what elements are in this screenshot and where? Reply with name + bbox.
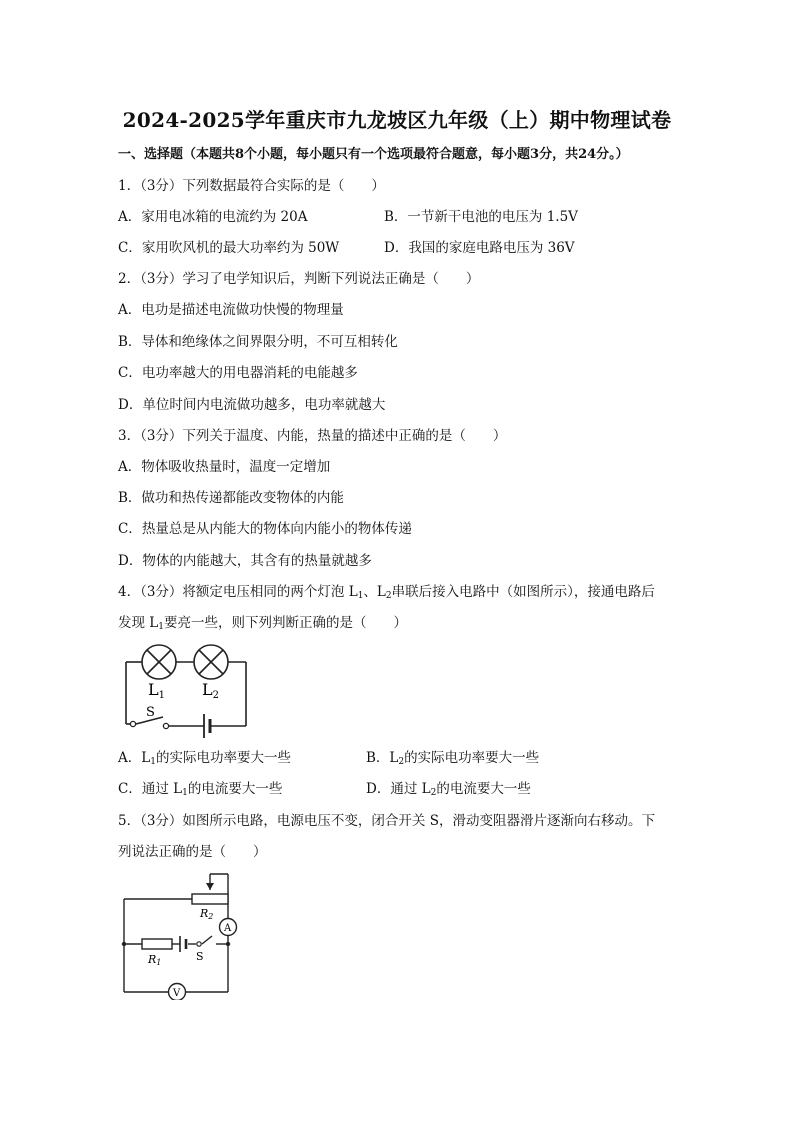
lamp-l1-label: L1 (148, 680, 165, 701)
lamp-l2-icon (194, 645, 228, 679)
lamp-l1-icon (142, 645, 176, 679)
question-4-option-b: B．$L_2$的实际电功率要大一些 (366, 750, 540, 767)
rheostat-circuit-diagram (116, 868, 246, 1000)
question-4-option-c: C．通过 $L_1$的电流要大一些 (118, 781, 283, 798)
question-4-stem-line-1: 4．（3分）将额定电压相同的两个灯泡 $L_1$、$L_2$串联后接入电路中（如图所示），接通电路后 (118, 584, 655, 601)
question-1-option-a: A．家用电冰箱的电流约为 20A (118, 209, 308, 225)
switch-label: S (146, 705, 155, 720)
switch-label: S (196, 950, 204, 963)
junction-right-icon (226, 942, 230, 946)
lamp-l2-label: L2 (202, 680, 219, 701)
question-4-option-d: D．通过 $L_2$的电流要大一些 (366, 781, 531, 798)
switch-contact-icon (163, 723, 168, 728)
question-4-stem-line-2: 发现 $L_1$要亮一些，则下列判断正确的是（ ） (118, 615, 407, 632)
question-3-option-c: C．热量总是从内能大的物体向内能小的物体传递 (118, 521, 412, 537)
switch-pivot-icon (197, 942, 201, 946)
question-2-option-d: D．单位时间内电流做功越多，电功率就越大 (118, 397, 386, 413)
series-circuit-diagram (118, 640, 258, 740)
question-2-stem: 2．（3分）学习了电学知识后，判断下列说法正确是（ ） (118, 271, 480, 287)
resistor-r1-label: R1 (148, 953, 162, 967)
question-2-option-a: A．电功是描述电流做功快慢的物理量 (118, 302, 344, 318)
page-title: 2024-2025学年重庆市九龙坡区九年级（上）期中物理试卷 (122, 108, 672, 132)
switch-pivot-icon (130, 721, 135, 726)
rheostat-r2-icon (192, 894, 228, 904)
question-5-stem-line-1: 5．（3分）如图所示电路，电源电压不变，闭合开关 S，滑动变阻器滑片逐渐向右移动。下 (118, 813, 655, 829)
question-1-option-c: C．家用吹风机的最大功率约为 50W (118, 240, 340, 256)
question-2-option-b: B．导体和绝缘体之间界限分明，不可互相转化 (118, 334, 398, 350)
ammeter-label: A (224, 923, 232, 934)
rheostat-r2-label: R2 (200, 907, 214, 921)
question-3-option-b: B．做功和热传递都能改变物体的内能 (118, 490, 344, 506)
resistor-r1-icon (142, 939, 172, 949)
section-heading: 一、选择题（本题共8个小题，每小题只有一个选项最符合题意，每小题3分，共24分。） (118, 147, 629, 162)
question-1-option-b: B．一节新干电池的电压为 1.5V (384, 209, 578, 225)
question-3-option-d: D．物体的内能越大，其含有的热量就越多 (118, 553, 372, 569)
question-1-stem: 1．（3分）下列数据最符合实际的是（ ） (118, 178, 385, 194)
slider-arrow-icon (206, 883, 214, 890)
question-2-option-c: C．电功率越大的用电器消耗的电能越多 (118, 365, 358, 381)
question-4-option-a: A．$L_1$的实际电功率要大一些 (118, 750, 291, 767)
question-5-stem-line-2: 列说法正确的是（ ） (118, 844, 267, 860)
voltmeter-label: V (173, 988, 181, 999)
question-3-option-a: A．物体吸收热量时，温度一定增加 (118, 459, 331, 475)
junction-left-icon (122, 942, 126, 946)
question-1-option-d: D．我国的家庭电路电压为 36V (384, 240, 575, 256)
question-3-stem: 3．（3分）下列关于温度、内能，热量的描述中正确的是（ ） (118, 428, 507, 444)
